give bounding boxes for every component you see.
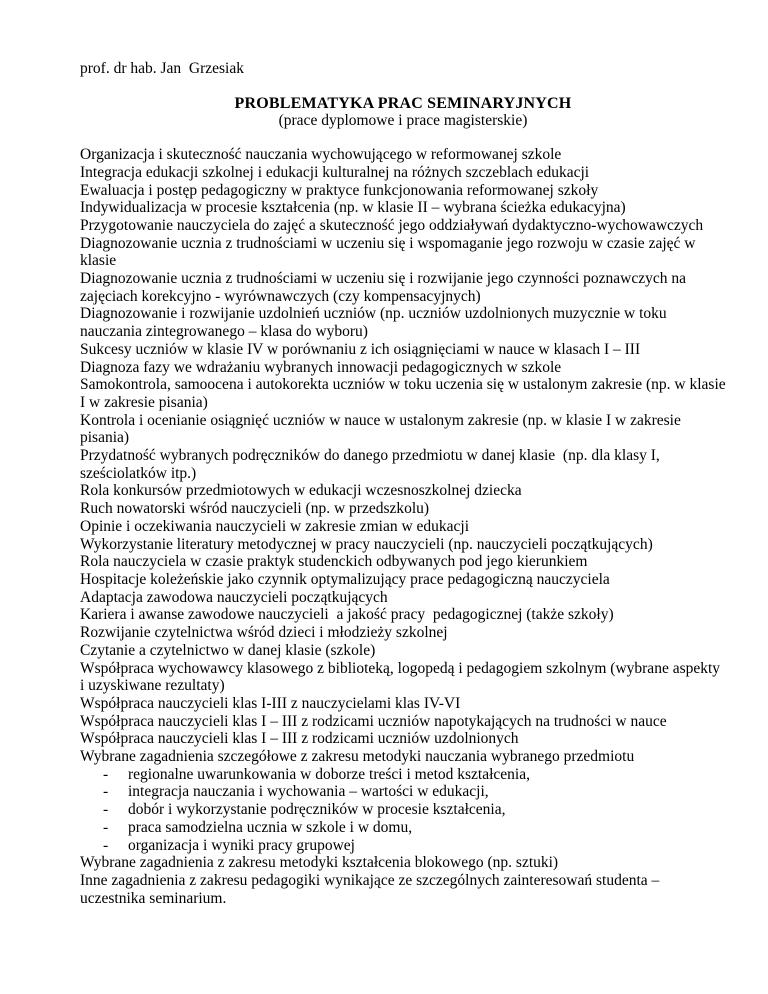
dash-bullet: - [103, 783, 109, 801]
topic-section [80, 146, 730, 907]
topic-item: Diagnoza fazy we wdrażaniu wybranych innowacji pedagogicznych w szkole [80, 358, 562, 376]
document-header [80, 95, 726, 130]
sub-topic-text: organizacja i wyniki pracy grupowej [128, 836, 355, 854]
topic-item: Przydatność wybranych podręczników do danego przedmiotu w danej klasie (np. dla klasy I, sześciolatków itp.) [80, 447, 664, 482]
topic-item: Ruch nowatorski wśród nauczycieli (np. w przedszkolu) [80, 500, 430, 518]
topic-item: Opinie i oczekiwania nauczycieli w zakresie zmian w edukacji [80, 517, 470, 535]
topic-item: Współpraca nauczycieli klas I – III z rodzicami uczniów napotykających na trudności w nauce [80, 712, 667, 730]
sub-topic-item [80, 783, 726, 801]
document-body [80, 60, 730, 907]
topic-item: Samokontrola, samoocena i autokorekta uczniów w toku uczenia się w ustalonym zakresie (np. w klasie I w zakresie pisania) [80, 376, 730, 411]
author-line: prof. dr hab. Jan Grzesiak [80, 60, 244, 77]
topic-item: Rozwijanie czytelnictwa wśród dzieci i młodzieży szkolnej [80, 624, 448, 642]
topic-item: Diagnozowanie ucznia z trudnościami w uczeniu się i rozwijanie jego czynności poznawczych na zajęciach korekcyjno - wyrównawczych (czy kompensacyjnych) [80, 270, 690, 305]
topic-item: Inne zagadnienia z zakresu pedagogiki wynikające ze szczególnych zainteresowań studenta – uczestnika seminarium. [80, 871, 664, 907]
topic-item: Współpraca nauczycieli klas I-III z nauczycielami klas IV-VI [80, 694, 461, 712]
topic-item: Wybrane zagadnienia szczegółowe z zakresu metodyki nauczania wybranego przedmiotu [80, 748, 635, 766]
sub-topic-list [80, 766, 726, 855]
topic-item: Organizacja i skuteczność nauczania wychowującego w reformowanej szkole [80, 146, 562, 164]
dash-bullet: - [103, 801, 109, 819]
topic-item: Diagnozowanie i rozwijanie uzdolnień uczniów (np. uczniów uzdolnionych muzycznie w toku nauczania zintegrowanego – klasa do wyboru) [80, 305, 671, 341]
dash-bullet: - [103, 818, 109, 836]
dash-bullet: - [103, 836, 109, 854]
topic-item: Adaptacja zawodowa nauczycieli początkujących [80, 588, 388, 606]
dash-bullet: - [103, 765, 109, 783]
document-subtitle: (prace dyplomowe i prace magisterskie) [278, 112, 528, 130]
sub-topic-text: praca samodzielna ucznia w szkole i w domu, [128, 818, 413, 836]
topic-item: Przygotowanie nauczyciela do zajęć a skuteczność jego oddziaływań dydaktyczno-wychowawczych [80, 216, 704, 234]
topic-item: Diagnozowanie ucznia z trudnościami w uczeniu się i wspomaganie jego rozwoju w czasie zajęć w klasie [80, 234, 700, 270]
topic-item: Wybrane zagadnienia z zakresu metodyki kształcenia blokowego (np. sztuki) [80, 854, 559, 872]
topic-item: Integracja edukacji szkolnej i edukacji kulturalnej na różnych szczeblach edukacji [80, 163, 590, 181]
topic-item: Ewaluacja i postęp pedagogiczny w praktyce funkcjonowania reformowanej szkoły [80, 181, 599, 199]
topic-item: Wykorzystanie literatury metodycznej w pracy nauczycieli (np. nauczycieli początkujących) [80, 535, 653, 553]
topic-item: Rola konkursów przedmiotowych w edukacji wczesnoszkolnej dziecka [80, 482, 522, 500]
topic-item: Indywidualizacja w procesie kształcenia (np. w klasie II – wybrana ścieżka edukacyjna) [80, 199, 626, 217]
topic-item: Czytanie a czytelnictwo w danej klasie (szkole) [80, 641, 376, 659]
topic-item: Sukcesy uczniów w klasie IV w porównaniu z ich osiągnięciami w nauce w klasach I – III [80, 340, 641, 358]
topic-item: Rola nauczyciela w czasie praktyk studenckich odbywanych pod jego kierunkiem [80, 553, 588, 571]
topic-item: Współpraca nauczycieli klas I – III z rodzicami uczniów uzdolnionych [80, 730, 519, 748]
topic-item: Kariera i awanse zawodowe nauczycieli a jakość pracy pedagogicznej (także szkoły) [80, 606, 614, 624]
sub-topic-item [80, 819, 726, 837]
document-title: PROBLEMATYKA PRAC SEMINARYJNYCH [234, 94, 572, 112]
topic-item: Kontrola i ocenianie osiągnięć uczniów w nauce w ustalonym zakresie (np. w klasie I w zakresie pisania) [80, 411, 685, 447]
sub-topic-text: regionalne uwarunkowania w doborze treści i metod kształcenia, [128, 765, 530, 783]
sub-topic-text: dobór i wykorzystanie podręczników w procesie kształcenia, [128, 801, 506, 819]
sub-topic-item [80, 801, 726, 819]
sub-topic-item [80, 837, 726, 855]
closing-topic-list [80, 854, 726, 907]
topic-list [80, 146, 730, 766]
topic-item: Współpraca wychowawcy klasowego z biblioteką, logopedą i pedagogiem szkolnym (wybrane aspekty i uzyskiwane rezultaty) [80, 659, 724, 695]
sub-topic-item [80, 766, 726, 784]
topic-item: Hospitacje koleżeńskie jako czynnik optymalizujący prace pedagogiczną nauczyciela [80, 570, 610, 588]
sub-topic-text: integracja nauczania i wychowania – wartości w edukacji, [128, 783, 489, 801]
